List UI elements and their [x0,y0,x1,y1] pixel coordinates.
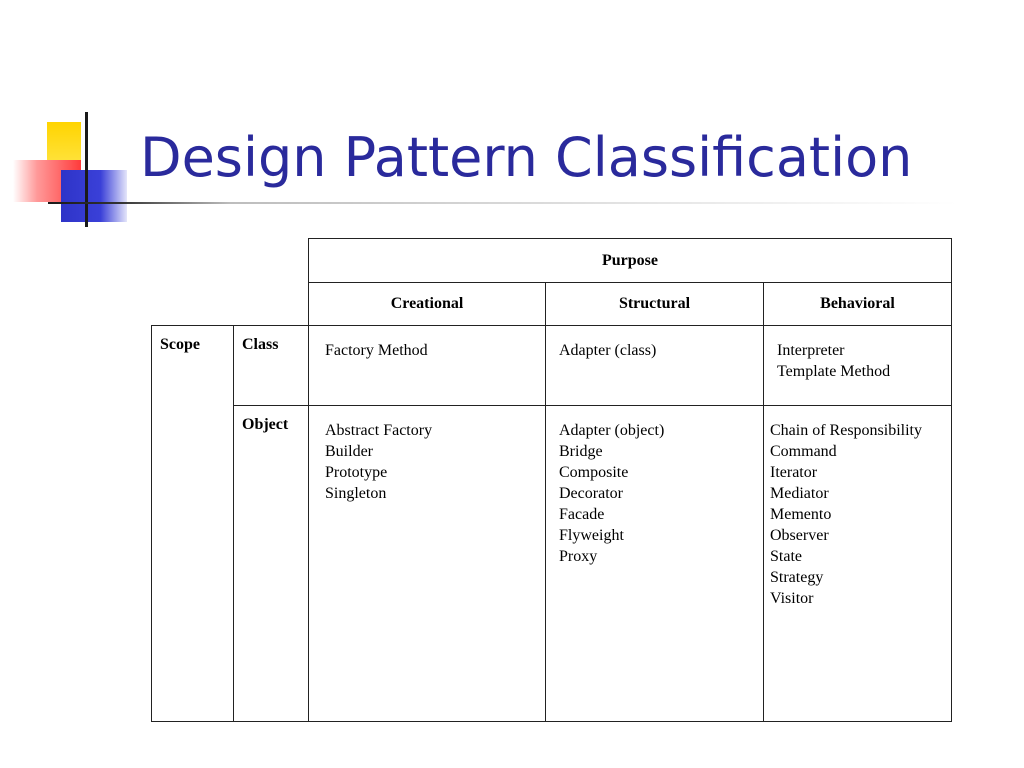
row-label-class: Class [234,326,309,406]
pattern-item: Adapter (object) [559,422,665,439]
class-behavioral-cell [764,326,952,406]
pattern-item: Builder [325,443,373,460]
pattern-item: Template Method [777,363,891,380]
object-creational-cell [309,406,546,722]
pattern-item: Visitor [770,590,814,607]
pattern-item: Iterator [770,464,818,481]
object-structural-cell [546,406,764,722]
pattern-list [546,326,763,361]
classification-table [151,238,952,722]
table-row-object [152,406,952,722]
pattern-item: Facade [559,506,605,523]
pattern-item: Observer [770,527,829,544]
pattern-item: State [770,548,802,565]
title-underline [48,202,958,204]
column-header-structural: Structural [546,283,764,326]
pattern-item: Mediator [770,485,829,502]
purpose-header-row [152,239,952,283]
pattern-item: Memento [770,506,832,523]
row-label-object: Object [234,406,309,722]
scope-label: Scope [152,326,234,722]
pattern-item: Strategy [770,569,824,586]
blue-square-decoration [61,170,127,222]
pattern-item: Chain of Responsibility [770,422,922,439]
pattern-list [309,326,545,361]
pattern-item: Interpreter [777,342,845,359]
pattern-list [309,406,545,504]
pattern-item: Proxy [559,548,598,565]
empty-corner-cell [234,239,309,283]
pattern-item: Flyweight [559,527,624,544]
vertical-rule-decoration [85,112,88,227]
slide-title: Design Pattern Classification [140,126,913,189]
pattern-list [764,406,951,609]
pattern-item: Adapter (class) [559,342,657,359]
empty-corner-cell [152,283,234,326]
column-header-creational: Creational [309,283,546,326]
empty-corner-cell [234,283,309,326]
pattern-item: Composite [559,464,629,481]
pattern-list [546,406,763,567]
table-row-class [152,326,952,406]
yellow-square-decoration [47,122,81,162]
class-creational-cell [309,326,546,406]
pattern-item: Command [770,443,837,460]
pattern-item: Prototype [325,464,388,481]
pattern-list [764,326,951,382]
classification-table-container [151,238,951,722]
pattern-item: Factory Method [325,342,428,359]
pattern-item: Abstract Factory [325,422,433,439]
pattern-item: Bridge [559,443,603,460]
column-header-behavioral: Behavioral [764,283,952,326]
pattern-item: Singleton [325,485,387,502]
empty-corner-cell [152,239,234,283]
object-behavioral-cell [764,406,952,722]
category-header-row [152,283,952,326]
class-structural-cell [546,326,764,406]
pattern-item: Decorator [559,485,623,502]
purpose-header: Purpose [309,239,952,283]
